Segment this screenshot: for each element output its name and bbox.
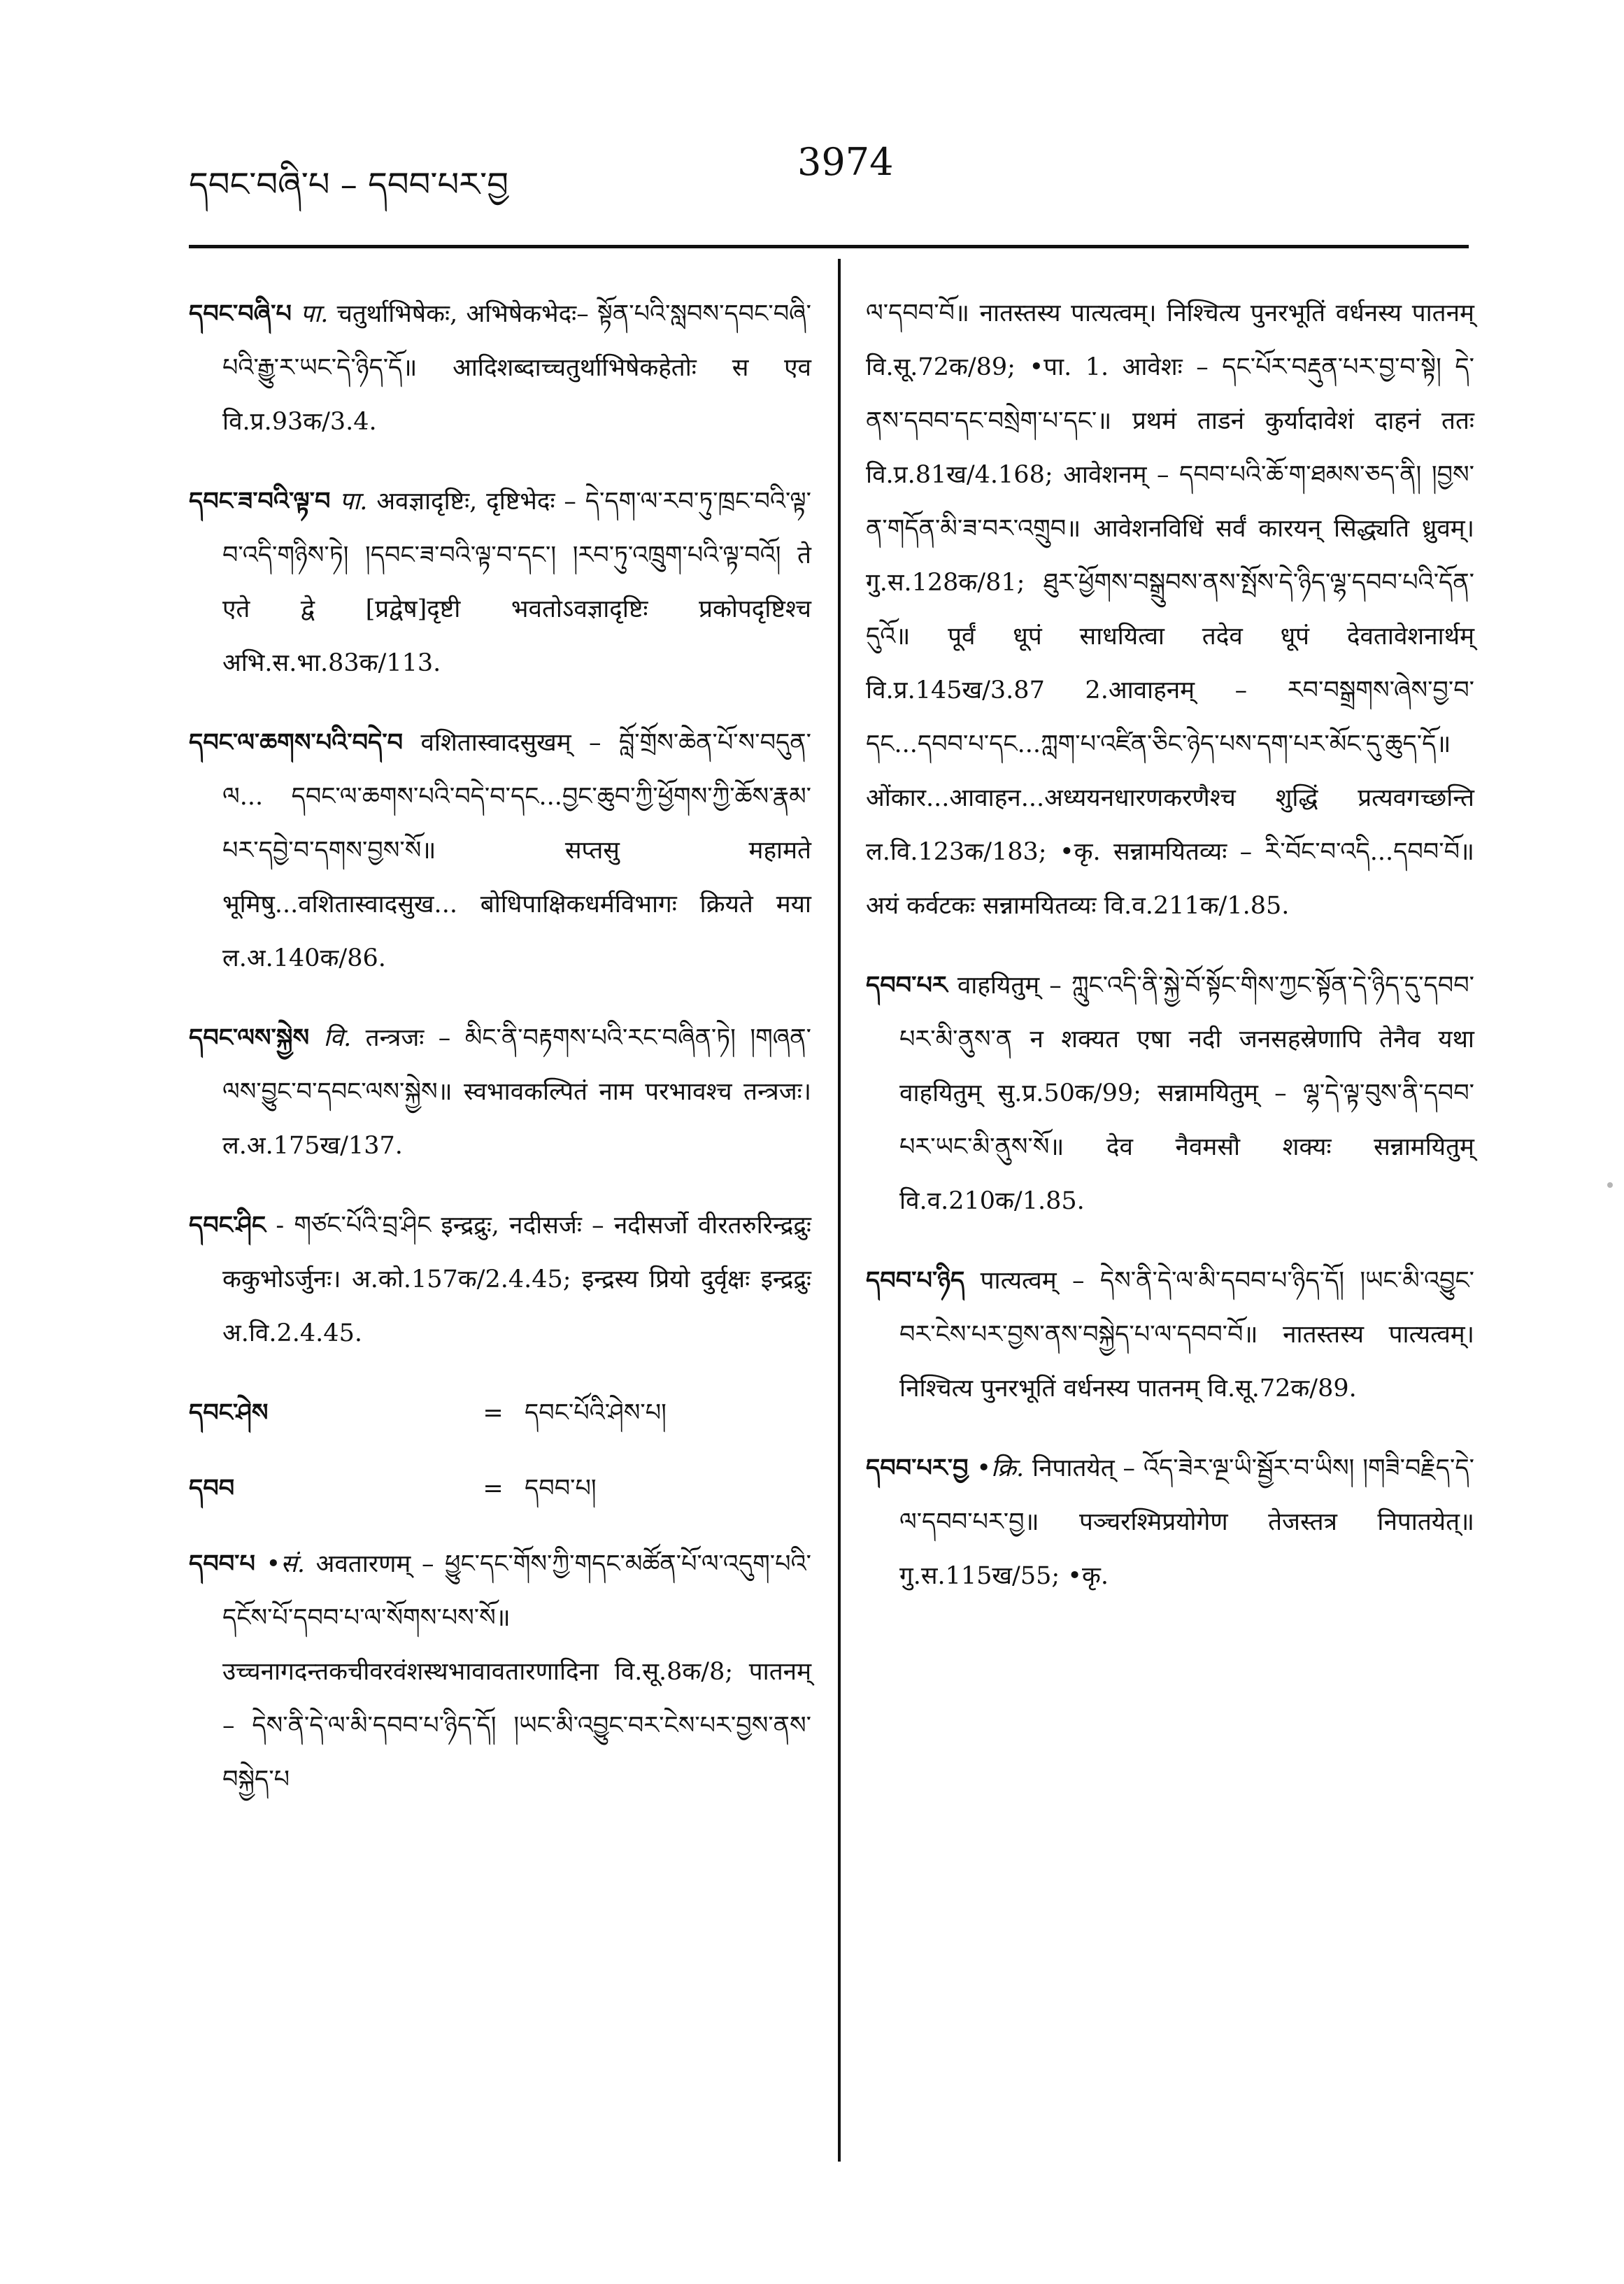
cross-reference xyxy=(189,1461,811,1516)
header-rule xyxy=(189,245,1469,248)
xref-sign: = xyxy=(483,1399,504,1427)
xref-headword: དབང་ཤེས xyxy=(189,1398,269,1427)
entry-grammar: पा. xyxy=(339,488,368,516)
dictionary-entry xyxy=(866,1441,1474,1603)
column-divider xyxy=(838,259,841,2162)
entry-headword: དབང་ཤིང xyxy=(189,1211,266,1240)
right-column xyxy=(866,287,1474,1629)
dictionary-entry xyxy=(866,1254,1474,1416)
entry-headword: དབང་བཞི་པ xyxy=(189,299,292,328)
entry-body: अवज्ञादृष्टिः, दृष्टिभेदः – དེ་དག་ལ་རབ་ཏུ་ཁྲང་བའི་ལྟ་བ་འདི་གཉིས་ཏེ། །དབང་ཟ་བའི་ལྟ་བ་དང་། །རབ་ཏུ་འཁྲུག་པའི་ལྟ་བའོ། ते एते द्वे [प्रद्वेष]दृष्टी भवतोऽवज्ञादृष्टिः प्रकोपदृष्टिश्च अभि.स.भा.83क/113. xyxy=(222,488,811,677)
xref-target: དབབ་པ། xyxy=(525,1475,597,1503)
cross-reference xyxy=(189,1386,811,1440)
entry-continuation xyxy=(866,287,1474,933)
left-column xyxy=(189,287,811,1832)
entry-headword: དབང་ཟ་བའི་ལྟ་བ xyxy=(189,487,331,516)
entry-body: - གཙང་པོའི་བྲ་ཤིང इन्द्रद्रुः, नदीसर्जः – नदीसर्जो वीरतरुरिन्द्रद्रुः ककुभोऽर्जुनः। अ.को.157क/2.4.45; इन्द्रस्य प्रियो दुर्वृक्षः इन्द्रद्रुः अ.वि.2.4.45. xyxy=(222,1212,811,1347)
xref-headword: དབབ xyxy=(189,1474,235,1503)
dictionary-entry xyxy=(189,1011,811,1173)
dictionary-entry xyxy=(189,287,811,449)
running-head: དབང་བཞི་པ – དབབ་པར་བྱ xyxy=(189,165,508,204)
xref-target: དབང་པོའི་ཤེས་པ། xyxy=(525,1399,667,1427)
entry-headword: དབབ་པར་བྱ xyxy=(866,1454,969,1482)
entry-grammar: •सं. xyxy=(266,1550,305,1578)
entry-body: पात्यत्वम् – དེས་ནི་དེ་ལ་མི་དབབ་པ་ཉིད་དོ། །ཡང་མི་འབྱུང་བར་ངེས་པར་བྱས་ནས་བསྐྱེད་པ་ལ་དབབ་བོ॥ नातस्तस्य पात्यत्वम्। निश्चित्य पुनरभूतिं वर्धनस्य पातनम् वि.सू.72क/89. xyxy=(899,1267,1474,1403)
entry-grammar: वि. xyxy=(323,1024,352,1052)
dictionary-entry xyxy=(189,1198,811,1361)
dictionary-entry xyxy=(189,474,811,690)
entry-body: ལ་དབབ་བོ॥ नातस्तस्य पात्यत्वम्। निश्चित्य पुनरभूतिं वर्धनस्य पातनम् वि.सू.72क/89; •पा. 1. आवेशः – དང་པོར་བརྡུན་པར་བྱ་བ་སྟེ། དེ་ནས་དབབ་དང་བསྲེག་པ་དང་॥ प्रथमं ताडनं कुर्यादावेशं दाहनं ततः वि.प्र.81ख/4.168; आवेशनम् – དབབ་པའི་ཆོ་ག་ཐམས་ཅད་ནི། །བྱས་ན་གདོན་མི་ཟ་བར་འགྲུབ॥ आवेशनविधिं सर्वं कारयन् सिद्ध्यति ध्रुवम्। गु.स.128क/81; ཐུར་ཕྱོགས་བསྒྲུབས་ནས་སྤོས་དེ་ཉིད་ལྷ་དབབ་པའི་དོན་དུའོ॥ पूर्वं धूपं साधयित्वा तदेव धूपं देवतावेशनार्थम् वि.प्र.145ख/3.87 2.आवाहनम् – རབ་བསྒྲགས་ཞེས་བྱ་བ་དང...དབབ་པ་དང...ཀླག་པ་འཛིན་ཅིང་ཉེད་པས་དག་པར་མོང་དུ་ཆུད་དོ॥ ओंकार...आवाहन...अध्ययनधारणकरणैश्च शुद्धिं प्रत्यवगच्छन्ति ल.वि.123क/183; •कृ. सन्नामयितव्यः – རི་བོང་བ་འདི...དབབ་བོ॥ अयं कर्वटकः सन्नामयितव्यः वि.व.211क/1.85. xyxy=(866,299,1474,920)
entry-grammar: •क्रि. xyxy=(976,1454,1025,1482)
entry-grammar: पा. xyxy=(300,300,329,328)
xref-sign: = xyxy=(483,1475,504,1503)
entry-body: चतुर्थाभिषेकः, अभिषेकभेदः– སྟོན་པའི་སླབས་དབང་བཞི་པའི་རྒྱུ་ར་ཡང་དེ་ཉིད་དོ॥ आदिशब्दाच्चतुर्थाभिषेकहेतोः स एव वि.प्र.93क/3.4. xyxy=(222,300,811,436)
entry-body: अवतारणम् – ཕྱུང་དང་གོས་ཀྱི་གདང་མཚོན་པོ་ལ་འདུག་པའི་དངོས་པོ་དབབ་པ་ལ་སོགས་པས་སོ॥ उच्चनागदन्तकचीवरवंशस्थभावावतारणादिना वि.सू.8क/8; पातनम् – དེས་ནི་དེ་ལ་མི་དབབ་པ་ཉིད་དོ། །ཡང་མི་འབྱུང་བར་ངེས་པར་བྱས་ནས་བསྐྱེད་པ xyxy=(222,1550,811,1794)
entry-body: वशितास्वादसुखम् – བློ་གྲོས་ཆེན་པོ་ས་བདུན་ལ... དབང་ལ་ཆགས་པའི་བདེ་བ་དང...བྱང་ཆུབ་ཀྱི་ཕྱོགས་ཀྱི་ཆོས་རྣམ་པར་དབྱེ་བ་དགས་བྱས་སོ॥ सप्तसु महामते भूमिषु...वशितास्वादसुख... बोधिपाक्षिकधर्मविभागः क्रियते मया ल.अ.140क/86. xyxy=(222,729,811,972)
dictionary-entry xyxy=(866,958,1474,1228)
entry-body: वाहयितुम् – ཀླུང་འདི་ནི་སྐྱེ་བོ་སྟོང་གིས་ཀྱང་སྟོན་དེ་ཉིད་དུ་དབབ་པར་མི་ནུས་ན न शक्यत एषा नदी जनसहस्रेणापि तेनैव यथा वाहयितुम् सु.प्र.50क/99; सन्नामयितुम् – ལྷ་དེ་ལྟ་བུས་ནི་དབབ་པར་ཡང་མི་ནུས་སོ॥ देव नैवमसौ शक्यः सन्नामयितुम् वि.व.210क/1.85. xyxy=(899,972,1474,1215)
dictionary-entry xyxy=(189,716,811,986)
entry-headword: དབང་ལས་སྐྱེས xyxy=(189,1023,310,1052)
dictionary-entry xyxy=(189,1537,811,1807)
entry-body: तन्त्रजः – མིང་ནི་བརྟགས་པའི་རང་བཞིན་ཏེ། །གཞན་ལས་བྱུང་བ་དབང་ལས་སྐྱེས॥ स्वभावकल्पितं नाम परभावश्च तन्त्रजः। ल.अ.175ख/137. xyxy=(222,1024,811,1160)
page-header xyxy=(189,140,1469,203)
entry-headword: དབབ་པ་ཉིད xyxy=(866,1266,965,1295)
entry-headword: དབབ་པར xyxy=(866,971,948,1000)
entry-headword: དབང་ལ་ཆགས་པའི་བདེ་བ xyxy=(189,728,404,757)
page-number: 3974 xyxy=(797,140,894,184)
entry-body: निपातयेत् – འོད་ཟེར་ལྔ་ཡི་སྦྱོར་བ་ཡིས། །གཟི་བརྗིད་དེ་ལ་དབབ་པར་བྱ॥ पञ्चरश्मिप्रयोगेण तेजस्तत्र निपातयेत्॥ गु.स.115ख/55; •कृ. xyxy=(899,1454,1474,1590)
margin-speck xyxy=(1607,1182,1613,1188)
entry-headword: དབབ་པ xyxy=(189,1549,255,1578)
